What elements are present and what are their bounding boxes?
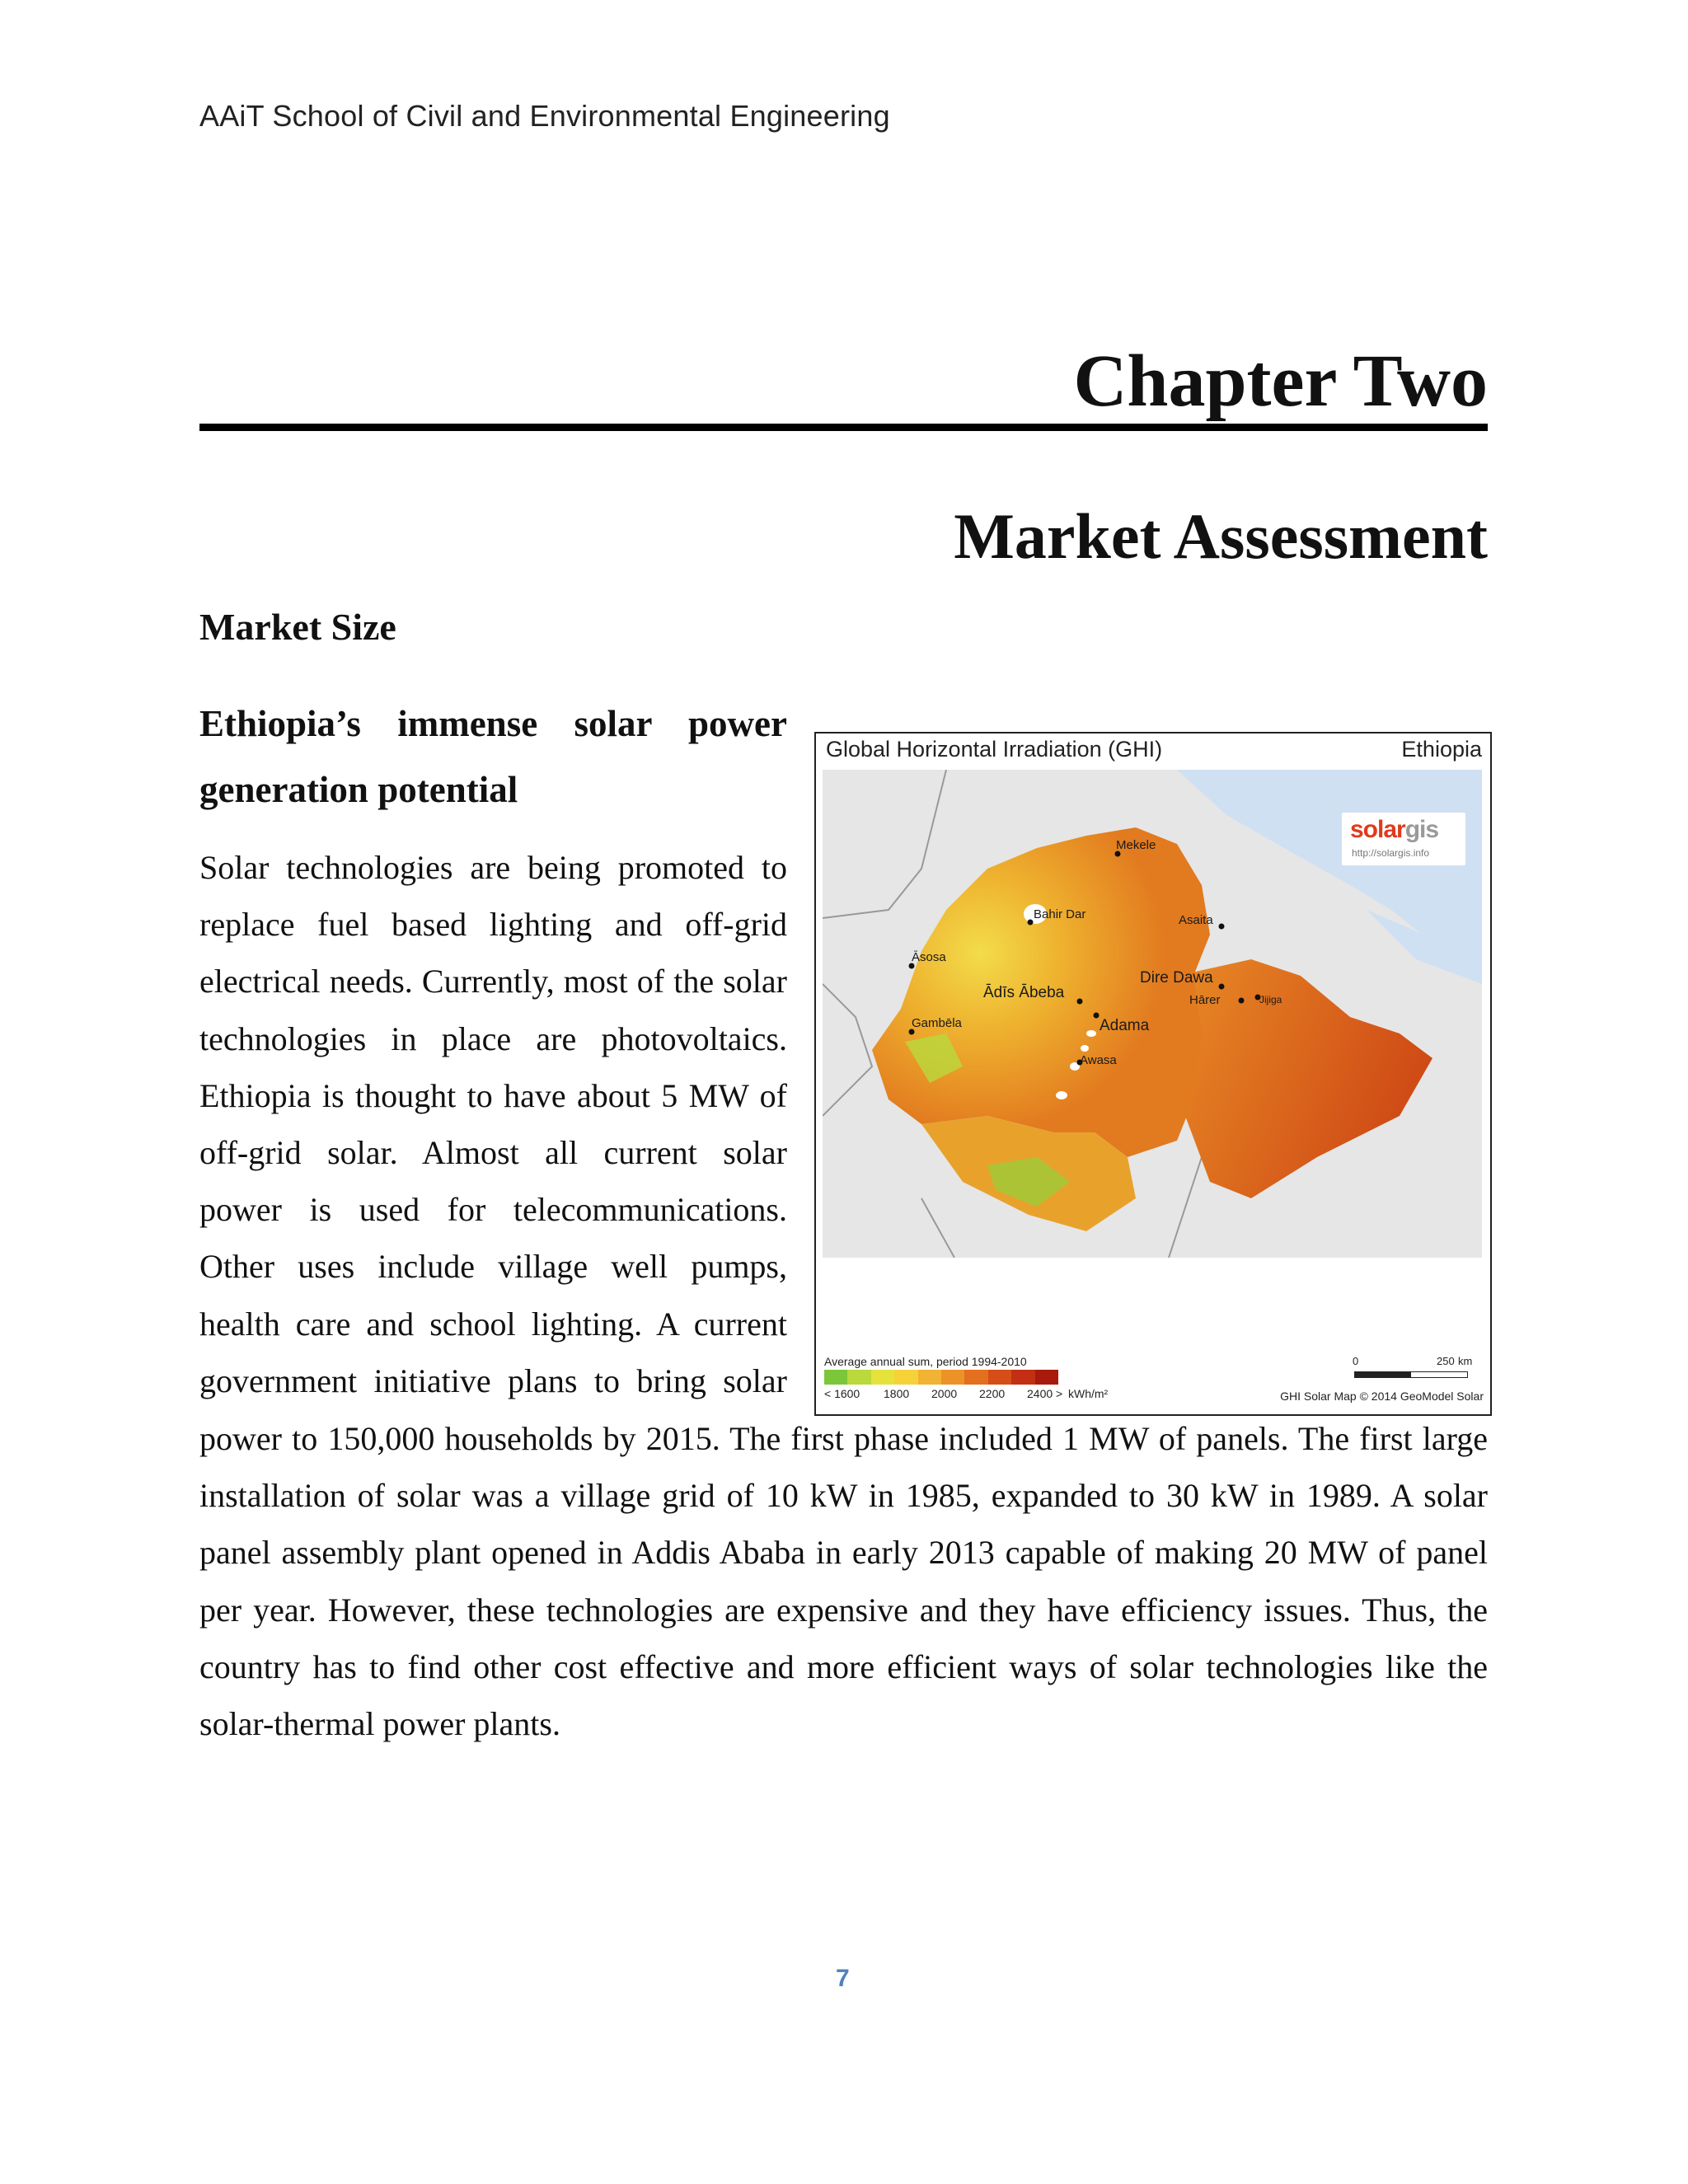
city-label-dire-dawa: Dire Dawa [1140,969,1213,987]
legend-swatch [964,1370,987,1385]
chapter-rule [199,424,1488,431]
body-line: government initiative plans to bring solar [199,1361,787,1399]
scale-distance: 250 [1437,1355,1455,1367]
city-dot [1219,924,1225,930]
logo-word-accent: gis [1404,816,1439,843]
body-line: off-grid solar. Almost all current solar [199,1134,787,1172]
legend-color-bar [824,1370,1058,1385]
map-title: Global Horizontal Irradiation (GHI) [826,737,1163,762]
border-line [823,984,872,1116]
map-country-label: Ethiopia [1401,737,1482,762]
legend-caption: Average annual sum, period 1994-2010 [824,1355,1027,1368]
city-dot [1028,920,1034,926]
city-dot [1094,1013,1100,1019]
legend-swatch [918,1370,941,1385]
border-line [823,770,946,918]
running-header: AAiT School of Civil and Environmental Engineering [199,99,890,133]
city-label-harer: Hārer [1189,993,1221,1007]
legend-tick: 2200 [979,1387,1006,1400]
legend-tick: < 1600 [824,1387,860,1400]
city-label-bahir-dar: Bahir Dar [1034,907,1086,921]
body-full-paragraph [199,1410,1488,1752]
subsubsection-line: Ethiopia’s immense solar power [199,703,787,744]
legend-swatch [847,1370,870,1385]
city-label-asaita: Asaita [1179,913,1213,927]
body-line: Solar technologies are being promoted to [199,849,787,886]
body-line: per year. However, these technologies are expensive and they have efficiency issues. Thus, the [199,1591,1488,1629]
page-number: 7 [836,1965,850,1992]
section-title: Market Assessment [954,500,1488,572]
city-label-addis-ababa: Ādīs Ābeba [983,984,1065,1001]
body-line: installation of solar was a village grid of 10 kW in 1985, expanded to 30 kW in 1989. A solar [199,1477,1488,1515]
scale-bar-graphic [1354,1371,1468,1378]
body-line: country has to find other cost effective and more efficient ways of solar technologies like the [199,1647,1488,1685]
subsubsection-line: generation potential [199,769,518,810]
map-image [823,770,1482,1258]
legend-tick: 2400 > [1027,1387,1063,1400]
body-line: power to 150,000 households by 2015. The first phase included 1 MW of panels. The first large [199,1420,1488,1457]
rift-lake [1086,1030,1096,1037]
legend-swatch [1011,1370,1034,1385]
legend-swatch [1035,1370,1058,1385]
legend-swatch [871,1370,894,1385]
scale-zero: 0 [1353,1355,1359,1367]
border-line [1169,1157,1202,1258]
ghi-map-figure [814,732,1492,1416]
city-dot [1239,998,1245,1004]
body-line: health care and school lighting. A current [199,1305,787,1343]
city-label-adama: Adama [1100,1017,1150,1034]
scale-unit: km [1458,1355,1473,1367]
city-label-awasa: Awasa [1080,1053,1117,1067]
subsubsection-title [199,691,787,823]
body-line: solar-thermal power plants. [199,1705,560,1743]
city-label-jijiga: Jijiga [1259,994,1282,1005]
logo-wordmark [1350,816,1438,844]
city-dot [1219,984,1225,990]
city-label-gambela: Gambēla [912,1016,962,1030]
body-line: Ethiopia is thought to have about 5 MW of [199,1076,787,1114]
legend-tick: 1800 [884,1387,910,1400]
legend-unit: kWh/m² [1068,1387,1109,1400]
city-label-mekele: Mekele [1116,838,1156,852]
map-credit: GHI Solar Map © 2014 GeoModel Solar [1280,1390,1484,1403]
city-label-asosa: Āsosa [912,950,946,964]
body-line: technologies in place are photovoltaics. [199,1019,787,1057]
map-scale-bar [1353,1355,1476,1383]
border-line [921,1198,954,1258]
chapter-title: Chapter Two [1073,340,1488,422]
body-line: panel assembly plant opened in Addis Ababa in early 2013 capable of making 20 MW of panel [199,1534,1488,1572]
body-line: Other uses include village well pumps, [199,1248,787,1286]
city-dot [1077,999,1083,1005]
legend-swatch [941,1370,964,1385]
logo-url: http://solargis.info [1352,847,1430,859]
rift-lake [1056,1091,1067,1099]
subsection-title: Market Size [199,606,396,648]
rift-lake [1081,1045,1089,1052]
body-line: electrical needs. Currently, most of the solar [199,963,787,1001]
solargis-logo [1342,813,1465,865]
body-line: replace fuel based lighting and off-grid [199,906,787,944]
body-line: power is used for telecommunications. [199,1191,787,1229]
legend-swatch [988,1370,1011,1385]
body-column-paragraph [199,839,787,1409]
logo-word-main: solar [1350,816,1405,843]
legend-swatch [894,1370,917,1385]
legend-swatch [824,1370,847,1385]
legend-tick: 2000 [931,1387,958,1400]
